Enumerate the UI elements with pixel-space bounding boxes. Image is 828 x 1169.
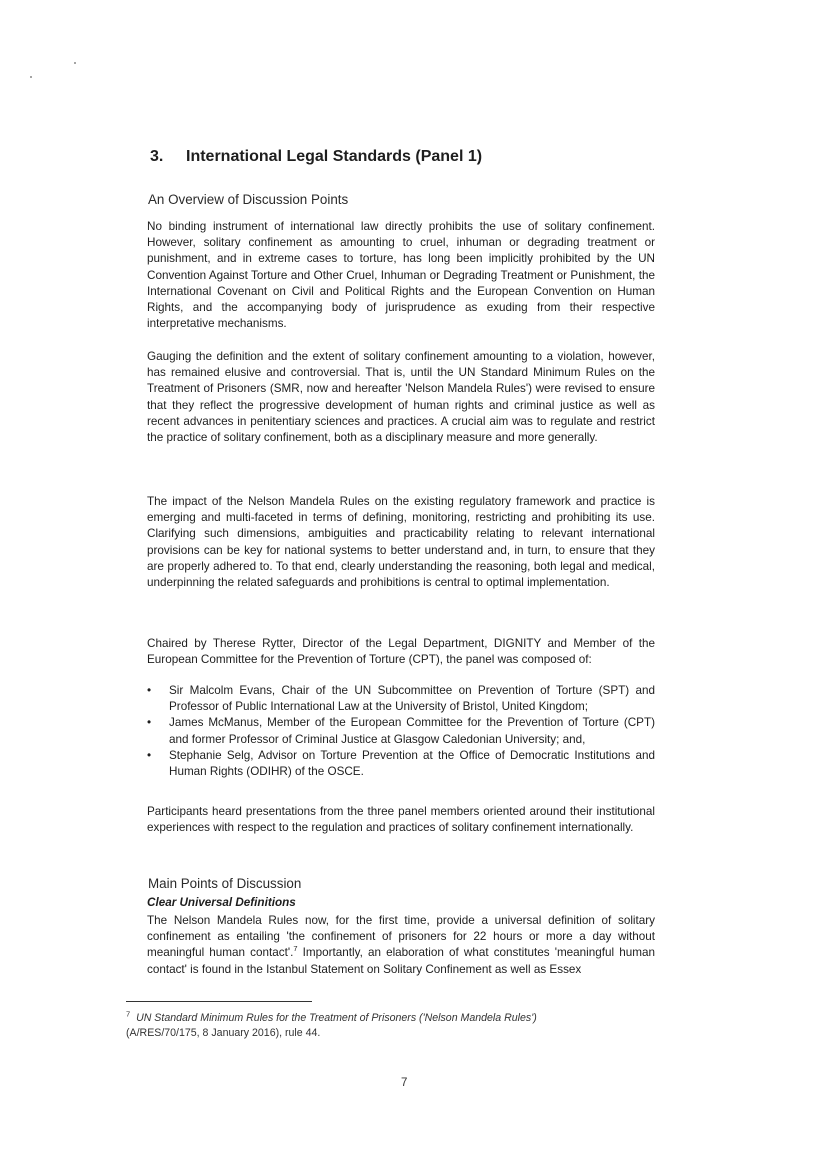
bullet-mark: • [147, 684, 152, 697]
footnote [126, 1011, 656, 1040]
paragraph-4: Chaired by Therese Rytter, Director of the Legal Department, DIGNITY and Member of the European Committee for the Prevention of Torture (CPT), the panel was composed of: [147, 637, 655, 667]
paragraph-5: Participants heard presentations from the three panel members oriented around their institutional experiences with respect to the regulation and practices of solitary confinement internationally. [147, 805, 655, 835]
paragraph-3: The impact of the Nelson Mandela Rules on the existing regulatory framework and practice is emerging and multi-faceted in terms of defining, monitoring, restricting and prohibiting its use. Clarifying such dimensions, ambiguities and practicability relating to relevant international provisions can be key for national systems to better understand and, in turn, to ensure that they are properly adhered to. To that end, clearly understanding the reasoning, both legal and medical, underpinning the related safeguards and prohibitions is central to optimal implementation. [147, 495, 655, 590]
section-title: International Legal Standards (Panel 1) [186, 148, 483, 165]
panel-member-list [147, 683, 655, 780]
section-heading [150, 148, 670, 166]
scan-speck [30, 76, 32, 78]
footnote-divider [126, 1001, 312, 1002]
paragraph-2: Gauging the definition and the extent of solitary confinement amounting to a violation, however, has remained elusive and controversial. That is, until the UN Standard Minimum Rules on the Treatment of Prisoners (SMR, now and hereafter 'Nelson Mandela Rules') were revised to ensure that they reflect the progressive development of human rights and criminal justice as well as recent advances in penitentiary sciences and practices. A crucial aim was to regulate and restrict the practice of solitary confinement, both as a disciplinary measure and more generally. [147, 350, 655, 445]
list-item: • Stephanie Selg, Advisor on Torture Prevention at the Office of Democratic Institutions and Human Rights (ODIHR) of the OSCE. [147, 748, 655, 779]
paragraph-1: No binding instrument of international law directly prohibits the use of solitary confinement. However, solitary confinement as amounting to cruel, inhuman or degrading treatment or punishment, and in extreme cases to torture, has long been implicitly prohibited by the UN Convention Against Torture and Other Cruel, Inhuman or Degrading Treatment or Punishment, the International Covenant on Civil and Political Rights and the European Convention on Human Rights, and the accompanying body of jurisprudence as exuding from their respective interpretative mechanisms. [147, 220, 655, 331]
list-item: • James McManus, Member of the European Committee for the Prevention of Torture (CPT) and former Professor of Criminal Justice at Glasgow Caledonian University; and, [147, 716, 655, 746]
page-number: 7 [401, 1077, 408, 1089]
footnote-title: UN Standard Minimum Rules for the Treatment of Prisoners ('Nelson Mandela Rules') [136, 1012, 537, 1024]
footnote-citation: (A/RES/70/175, 8 January 2016), rule 44. [126, 1026, 321, 1039]
footnote-ref: 7 [293, 944, 298, 954]
bullet-mark: • [147, 748, 152, 762]
footnote-number: 7 [126, 1009, 131, 1019]
overview-heading: An Overview of Discussion Points [148, 192, 349, 207]
paragraph-6: The Nelson Mandela Rules now, for the first time, provide a universal definition of solitary confinement as entailing 'the confinement of prisoners for 22 hours or more a day without meaningful human contact'.$^7$ Importantly, an elaboration of what constitutes 'meaningful human contact' is found in the Istanbul Statement on Solitary Confinement as well as Essex [147, 914, 655, 976]
list-item: • Sir Malcolm Evans, Chair of the UN Subcommittee on Prevention of Torture (SPT) and Professor of Public International Law at the University of Bristol, United Kingdom; [147, 684, 655, 714]
scan-speck [74, 62, 76, 64]
section-number: 3. [150, 148, 164, 165]
subheading: Clear Universal Definitions [147, 896, 296, 909]
bullet-mark: • [147, 716, 152, 730]
main-points-heading: Main Points of Discussion [148, 876, 302, 891]
